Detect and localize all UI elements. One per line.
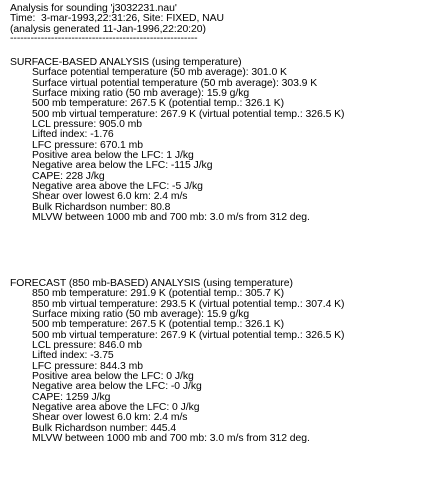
report-line: Surface mixing ratio (50 mb average): 15.9 g/kg xyxy=(32,309,250,321)
report-line: 500 mb temperature: 267.5 K (potential temp.: 326.1 K) xyxy=(32,319,285,331)
report-line: LCL pressure: 846.0 mb xyxy=(32,340,142,352)
report-line: Positive area below the LFC: 1 J/kg xyxy=(32,150,194,162)
report-line: Shear over lowest 6.0 km: 2.4 m/s xyxy=(32,191,188,203)
report-line: Surface mixing ratio (50 mb average): 15.9 g/kg xyxy=(32,88,250,100)
report-line: MLVW between 1000 mb and 700 mb: 3.0 m/s from 312 deg. xyxy=(32,212,310,224)
report-line: 500 mb virtual temperature: 267.9 K (virtual potential temp.: 326.5 K) xyxy=(32,329,345,341)
report-line: 850 mb temperature: 291.9 K (potential temp.: 305.7 K) xyxy=(32,288,285,300)
report-line: MLVW between 1000 mb and 700 mb: 3.0 m/s from 312 deg. xyxy=(32,433,310,445)
surface-based-analysis xyxy=(10,58,344,224)
section-title: SURFACE-BASED ANALYSIS (using temperature) xyxy=(10,57,242,68)
section-title: FORECAST (850 mb-BASED) ANALYSIS (using temperature) xyxy=(10,278,293,289)
report-line: Bulk Richardson number: 445.4 xyxy=(32,422,177,434)
report-line: Surface potential temperature (50 mb average): 301.0 K xyxy=(32,67,287,79)
report-line: LFC pressure: 844.3 mb xyxy=(32,360,143,372)
sounding-time-site: Time: 3-mar-1993,22:31:26, Site: FIXED, NAU xyxy=(10,13,224,25)
report-line: Bulk Richardson number: 80.8 xyxy=(32,201,171,213)
report-line: CAPE: 228 J/kg xyxy=(32,170,105,182)
report-line: Shear over lowest 6.0 km: 2.4 m/s xyxy=(32,412,188,424)
report-line: Positive area below the LFC: 0 J/kg xyxy=(32,371,194,383)
sounding-title: Analysis for sounding 'j3032231.nau' xyxy=(10,3,177,14)
report-line: 850 mb virtual temperature: 293.5 K (virtual potential temp.: 307.4 K) xyxy=(32,298,345,310)
report-line: Negative area above the LFC: 0 J/kg xyxy=(32,402,200,414)
forecast-850mb-analysis xyxy=(10,279,344,445)
report-line: Lifted index: -1.76 xyxy=(32,129,114,141)
report-line: LFC pressure: 670.1 mb xyxy=(32,139,143,151)
report-line: Lifted index: -3.75 xyxy=(32,350,114,362)
report-line: LCL pressure: 905.0 mb xyxy=(32,119,142,131)
header-separator: ------------------------------------------------------- xyxy=(10,35,198,44)
report-line: Negative area above the LFC: -5 J/kg xyxy=(32,181,203,193)
report-line: Negative area below the LFC: -0 J/kg xyxy=(32,381,202,393)
report-line: Surface virtual potential temperature (50 mb average): 303.9 K xyxy=(32,77,318,89)
report-line: CAPE: 1259 J/kg xyxy=(32,391,111,403)
report-line: Negative area below the LFC: -115 J/kg xyxy=(32,160,213,172)
report-line: 500 mb virtual temperature: 267.9 K (virtual potential temp.: 326.5 K) xyxy=(32,108,345,120)
analysis-generated-date: (analysis generated 11-Jan-1996,22:20:20) xyxy=(10,23,206,35)
report-header xyxy=(10,4,224,43)
report-line: 500 mb temperature: 267.5 K (potential temp.: 326.1 K) xyxy=(32,98,285,110)
